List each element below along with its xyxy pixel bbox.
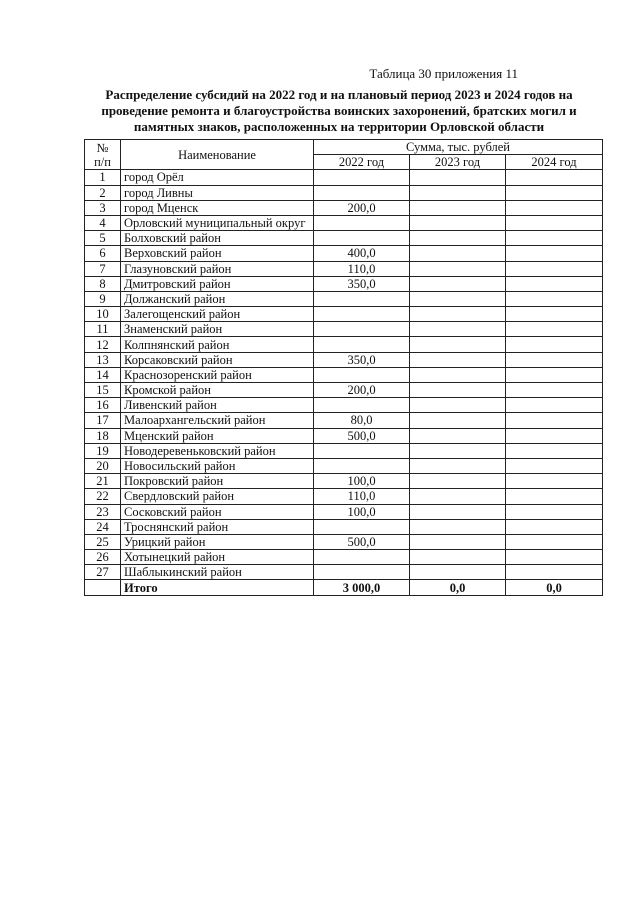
- table-row: [85, 291, 603, 306]
- row-number: 22: [85, 489, 121, 504]
- table-row: [85, 215, 603, 230]
- table-row: [85, 519, 603, 534]
- header-number: [85, 140, 121, 170]
- table-row: [85, 200, 603, 215]
- table-row: [85, 550, 603, 565]
- row-number: 6: [85, 246, 121, 261]
- row-name: Кромской район: [121, 383, 314, 398]
- row-value-2022: [314, 307, 410, 322]
- row-value-2024: [506, 398, 603, 413]
- row-number: 21: [85, 474, 121, 489]
- row-value-2022: 80,0: [314, 413, 410, 428]
- table-row: [85, 352, 603, 367]
- row-value-2022: 350,0: [314, 276, 410, 291]
- table-row: [85, 458, 603, 473]
- row-value-2022: [314, 458, 410, 473]
- row-value-2022: 100,0: [314, 474, 410, 489]
- row-name: Сосковский район: [121, 504, 314, 519]
- table-row: [85, 565, 603, 580]
- row-name: Залегощенский район: [121, 307, 314, 322]
- row-name: Шаблыкинский район: [121, 565, 314, 580]
- row-value-2024: [506, 352, 603, 367]
- row-name: Новодеревеньковский район: [121, 443, 314, 458]
- row-value-2023: [410, 261, 506, 276]
- table-row: [85, 322, 603, 337]
- row-number: 9: [85, 291, 121, 306]
- row-value-2022: 200,0: [314, 383, 410, 398]
- total-row: [85, 580, 603, 595]
- row-name: город Ливны: [121, 185, 314, 200]
- row-value-2024: [506, 489, 603, 504]
- row-value-2023: [410, 307, 506, 322]
- row-number: 11: [85, 322, 121, 337]
- row-number: 10: [85, 307, 121, 322]
- row-value-2022: 110,0: [314, 489, 410, 504]
- row-name: Краснозоренский район: [121, 367, 314, 382]
- row-value-2022: 500,0: [314, 534, 410, 549]
- table-row: [85, 489, 603, 504]
- row-value-2022: 500,0: [314, 428, 410, 443]
- table-row: [85, 231, 603, 246]
- row-number: 26: [85, 550, 121, 565]
- row-value-2024: [506, 534, 603, 549]
- row-name: Должанский район: [121, 291, 314, 306]
- row-name: Урицкий район: [121, 534, 314, 549]
- row-value-2022: [314, 367, 410, 382]
- row-value-2022: [314, 185, 410, 200]
- row-value-2022: 200,0: [314, 200, 410, 215]
- total-label: Итого: [121, 580, 314, 595]
- row-value-2024: [506, 200, 603, 215]
- table-row: [85, 474, 603, 489]
- row-value-2022: 350,0: [314, 352, 410, 367]
- row-name: Верховский район: [121, 246, 314, 261]
- row-name: Колпнянский район: [121, 337, 314, 352]
- row-value-2022: [314, 215, 410, 230]
- row-number: 5: [85, 231, 121, 246]
- row-value-2023: [410, 458, 506, 473]
- row-number: 13: [85, 352, 121, 367]
- row-number: 18: [85, 428, 121, 443]
- row-number: 17: [85, 413, 121, 428]
- row-value-2022: [314, 291, 410, 306]
- row-value-2022: 100,0: [314, 504, 410, 519]
- row-value-2024: [506, 261, 603, 276]
- row-value-2022: 110,0: [314, 261, 410, 276]
- table-row: [85, 428, 603, 443]
- row-value-2024: [506, 215, 603, 230]
- total-2023: 0,0: [410, 580, 506, 595]
- row-number: 16: [85, 398, 121, 413]
- row-value-2023: [410, 413, 506, 428]
- row-value-2022: [314, 322, 410, 337]
- row-value-2022: [314, 443, 410, 458]
- row-name: Болховский район: [121, 231, 314, 246]
- row-value-2024: [506, 185, 603, 200]
- row-value-2024: [506, 565, 603, 580]
- row-name: Троснянский район: [121, 519, 314, 534]
- table-row: [85, 246, 603, 261]
- row-value-2024: [506, 458, 603, 473]
- row-number: 25: [85, 534, 121, 549]
- row-value-2024: [506, 550, 603, 565]
- subsidy-table: [84, 139, 603, 596]
- header-year-2022: 2022 год: [314, 155, 410, 170]
- row-number: 27: [85, 565, 121, 580]
- total-2022: 3 000,0: [314, 580, 410, 595]
- row-value-2023: [410, 322, 506, 337]
- row-value-2022: 400,0: [314, 246, 410, 261]
- row-value-2023: [410, 519, 506, 534]
- row-number: 14: [85, 367, 121, 382]
- row-value-2024: [506, 322, 603, 337]
- document-title: Распределение субсидий на 2022 год и на плановый период 2023 и 2024 годов на проведение ремонта и благоустройства воинских захоронений, братских могил и памятных знаков, расположенных на территории Орловской области: [101, 87, 577, 134]
- row-number: 1: [85, 170, 121, 185]
- row-number: 3: [85, 200, 121, 215]
- row-value-2023: [410, 428, 506, 443]
- row-number: 8: [85, 276, 121, 291]
- table-row: [85, 504, 603, 519]
- table-row: [85, 307, 603, 322]
- table-row: [85, 185, 603, 200]
- row-value-2023: [410, 534, 506, 549]
- row-number: 7: [85, 261, 121, 276]
- row-value-2024: [506, 367, 603, 382]
- row-value-2022: [314, 398, 410, 413]
- row-value-2023: [410, 200, 506, 215]
- row-value-2022: [314, 565, 410, 580]
- table-row: [85, 398, 603, 413]
- row-number: 12: [85, 337, 121, 352]
- row-value-2023: [410, 565, 506, 580]
- table-row: [85, 443, 603, 458]
- total-number-cell: [85, 580, 121, 595]
- row-value-2023: [410, 443, 506, 458]
- row-value-2022: [314, 231, 410, 246]
- row-name: Глазуновский район: [121, 261, 314, 276]
- row-value-2022: [314, 170, 410, 185]
- row-value-2022: [314, 550, 410, 565]
- row-value-2023: [410, 367, 506, 382]
- row-value-2023: [410, 291, 506, 306]
- row-name: Ливенский район: [121, 398, 314, 413]
- row-number: 15: [85, 383, 121, 398]
- row-name: город Орёл: [121, 170, 314, 185]
- row-number: 2: [85, 185, 121, 200]
- row-value-2024: [506, 383, 603, 398]
- row-number: 24: [85, 519, 121, 534]
- row-name: Орловский муниципальный округ: [121, 215, 314, 230]
- row-value-2024: [506, 474, 603, 489]
- row-value-2024: [506, 337, 603, 352]
- header-sum: Сумма, тыс. рублей: [314, 140, 603, 155]
- header-number-line2: п/п: [94, 154, 111, 169]
- row-value-2023: [410, 185, 506, 200]
- table-row: [85, 367, 603, 382]
- row-value-2023: [410, 352, 506, 367]
- header-year-2024: 2024 год: [506, 155, 603, 170]
- row-name: Мценский район: [121, 428, 314, 443]
- header-name: Наименование: [121, 140, 314, 170]
- row-value-2024: [506, 428, 603, 443]
- table-row: [85, 170, 603, 185]
- row-value-2024: [506, 443, 603, 458]
- row-name: Корсаковский район: [121, 352, 314, 367]
- row-value-2023: [410, 170, 506, 185]
- row-number: 4: [85, 215, 121, 230]
- row-value-2023: [410, 489, 506, 504]
- table-row: [85, 337, 603, 352]
- row-value-2024: [506, 246, 603, 261]
- row-value-2024: [506, 170, 603, 185]
- table-row: [85, 261, 603, 276]
- row-value-2024: [506, 307, 603, 322]
- table-row: [85, 413, 603, 428]
- row-value-2023: [410, 231, 506, 246]
- header-number-line1: №: [96, 140, 109, 155]
- row-number: 19: [85, 443, 121, 458]
- row-value-2022: [314, 519, 410, 534]
- row-value-2024: [506, 504, 603, 519]
- table-row: [85, 276, 603, 291]
- row-number: 20: [85, 458, 121, 473]
- table-body: [85, 170, 603, 595]
- row-name: Малоархангельский район: [121, 413, 314, 428]
- row-value-2023: [410, 550, 506, 565]
- row-name: Покровский район: [121, 474, 314, 489]
- row-value-2024: [506, 413, 603, 428]
- row-name: Дмитровский район: [121, 276, 314, 291]
- row-name: Хотынецкий район: [121, 550, 314, 565]
- table-row: [85, 534, 603, 549]
- row-name: город Мценск: [121, 200, 314, 215]
- row-value-2023: [410, 337, 506, 352]
- row-value-2023: [410, 504, 506, 519]
- row-value-2023: [410, 474, 506, 489]
- table-row: [85, 383, 603, 398]
- row-value-2023: [410, 383, 506, 398]
- row-value-2024: [506, 276, 603, 291]
- table-caption: Таблица 30 приложения 11: [369, 66, 518, 81]
- row-value-2023: [410, 398, 506, 413]
- row-name: Знаменский район: [121, 322, 314, 337]
- row-value-2024: [506, 291, 603, 306]
- row-value-2023: [410, 246, 506, 261]
- row-value-2024: [506, 231, 603, 246]
- row-value-2022: [314, 337, 410, 352]
- row-value-2023: [410, 276, 506, 291]
- row-number: 23: [85, 504, 121, 519]
- row-name: Свердловский район: [121, 489, 314, 504]
- row-value-2024: [506, 519, 603, 534]
- header-year-2023: 2023 год: [410, 155, 506, 170]
- total-2024: 0,0: [506, 580, 603, 595]
- row-value-2023: [410, 215, 506, 230]
- row-name: Новосильский район: [121, 458, 314, 473]
